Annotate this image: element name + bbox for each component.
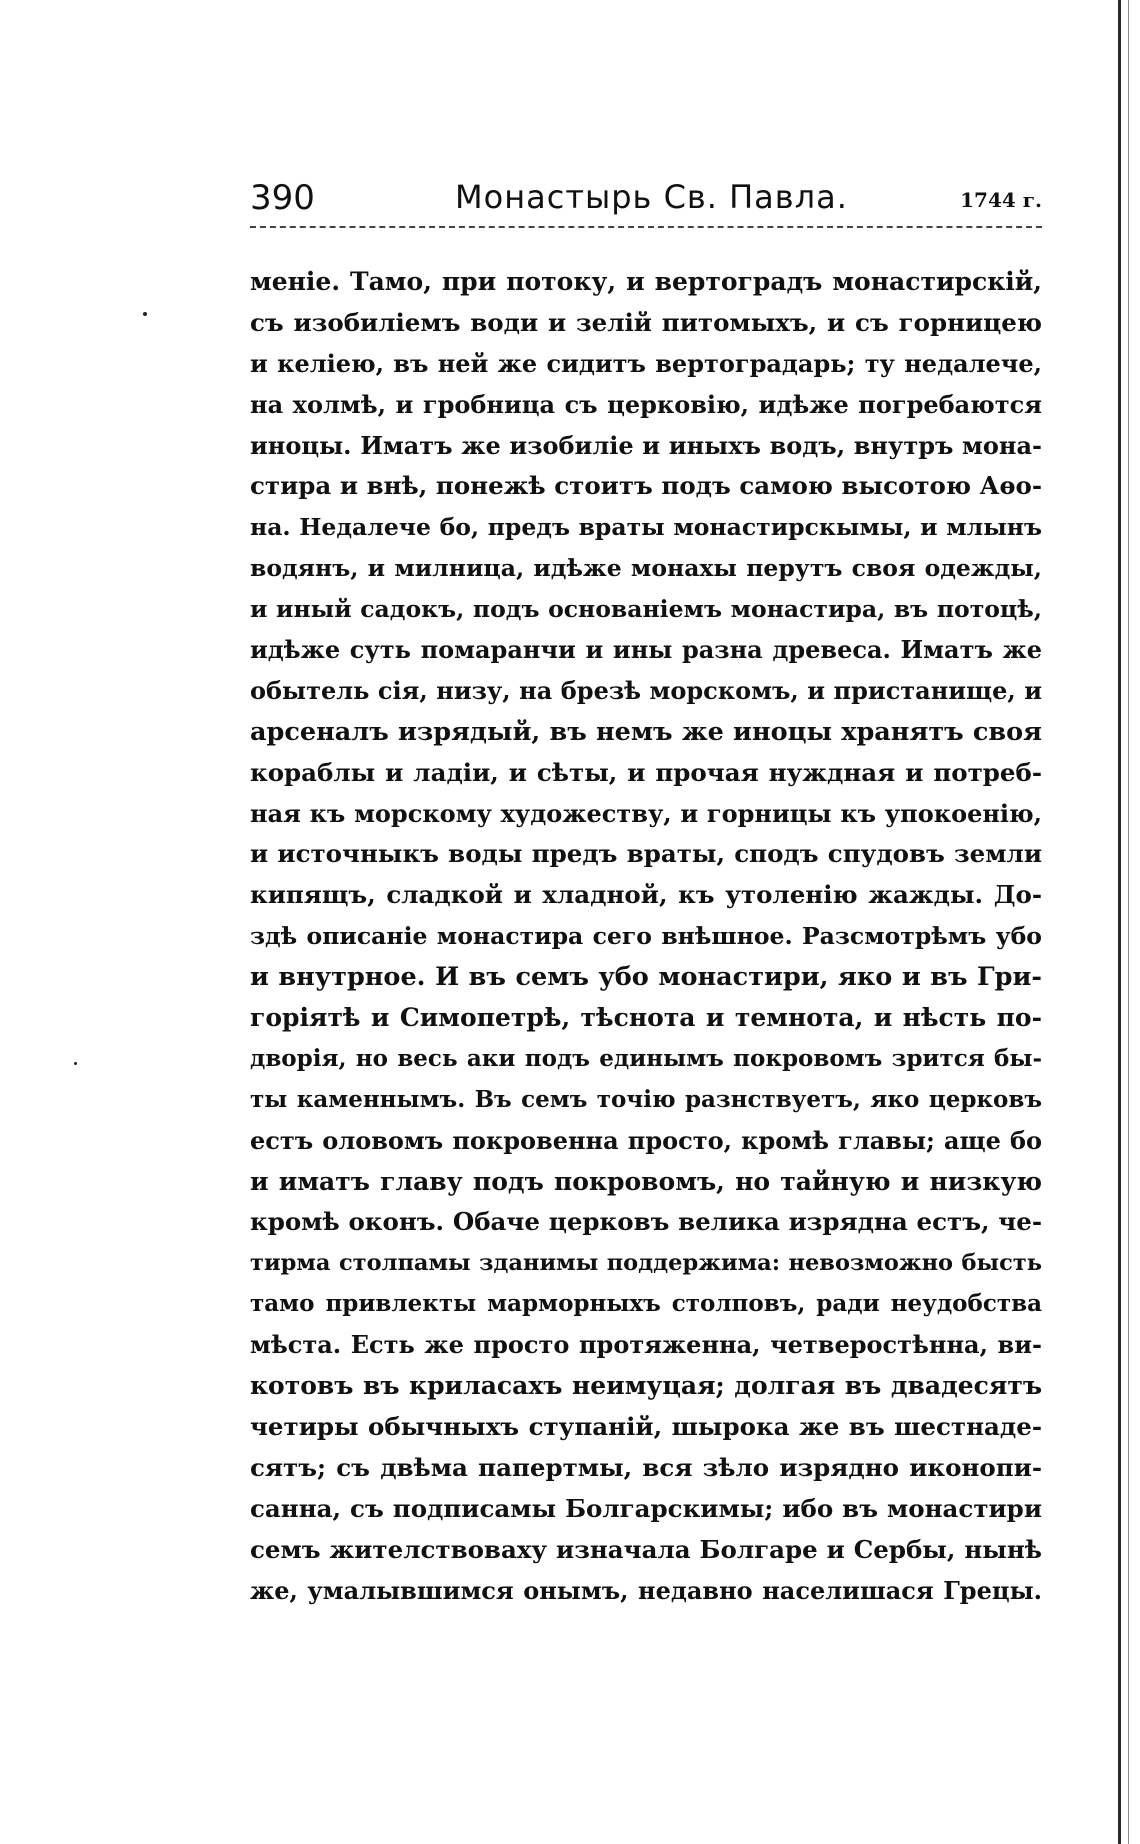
year-marker: 1744 г.	[960, 188, 1042, 212]
page-edge-line	[1118, 0, 1121, 1844]
text-line: и источныкъ воды предъ враты, сподъ спудовъ земли	[250, 839, 1042, 869]
text-line: обытель сія, низу, на брезѣ морскомъ, и пристанище, и	[250, 675, 1042, 705]
page-edge-line-inner	[1128, 0, 1129, 1844]
text-line: ты каменнымъ. Въ семъ точію разнствуетъ, яко церковъ	[250, 1085, 1042, 1113]
text-line: дворія, но весь аки подъ единымъ покровомъ зрится бы-	[250, 1044, 1042, 1072]
page-number: 390	[250, 178, 315, 218]
text-line: горіятѣ и Симопетрѣ, тѣснота и темнота, и нѣсть по-	[250, 1003, 1042, 1033]
text-line: и внутрное. И въ семъ убо монастири, яко и въ Гри-	[250, 962, 1042, 993]
text-line: на. Недалече бо, предъ враты монастирскымы, и млынъ	[250, 513, 1042, 542]
text-line: и иный садокъ, подъ основаніемъ монастира, въ потоцѣ,	[250, 595, 1042, 624]
text-line: сятъ; съ двѣма папертмы, вся зѣло изрядно иконопи-	[250, 1452, 1042, 1482]
text-line: и иматъ главу подъ покровомъ, но тайную и низкую	[250, 1166, 1042, 1196]
text-line: тирма столпамы зданимы поддержима: невозможно бысть	[250, 1250, 1042, 1277]
text-line: стира и внѣ, понежѣ стоитъ подъ самою высотою Аѳо-	[250, 471, 1042, 501]
ink-speck	[74, 1062, 77, 1065]
text-line: кромѣ оконъ. Обаче церковъ велика изрядна естъ, че-	[250, 1207, 1042, 1237]
text-line: кораблы и ладіи, и сѣты, и прочая нуждная и потреб-	[250, 757, 1042, 787]
text-line: кипящъ, сладкой и хладной, къ утоленію жажды. До-	[250, 880, 1042, 910]
running-title: Монастырь Св. Павла.	[455, 178, 848, 216]
text-line: на холмѣ, и гробница съ церковію, идѣже погребаются	[250, 389, 1042, 419]
text-line: естъ оловомъ покровенна просто, кромѣ главы; аще бо	[250, 1125, 1042, 1155]
text-line: арсеналъ изрядый, въ немъ же иноцы хранятъ своя	[250, 716, 1042, 747]
text-line: съ изобиліемъ води и зелій питомыхъ, и съ горницею	[250, 307, 1042, 337]
ink-speck	[143, 312, 147, 316]
text-line: иноцы. Иматъ же изобиліе и иныхъ водъ, внутръ мона-	[250, 430, 1042, 460]
text-line: котовъ въ криласахъ неимуцая; долгая въ двадесятъ	[250, 1371, 1042, 1401]
text-line: здѣ описаніе монастира сего внѣшное. Разсмотрѣмъ убо	[250, 922, 1042, 951]
text-line: водянъ, и милница, идѣже монахы перутъ своя одежды,	[250, 554, 1042, 583]
text-line: и келіею, въ ней же сидитъ вертоградарь; ту недалече,	[250, 348, 1042, 378]
header-rule	[250, 226, 1042, 228]
text-line: же, умалывшимся онымъ, недавно населишася Грецы.	[250, 1575, 1042, 1605]
text-line: семъ жителствоваху изначала Болгаре и Сербы, нынѣ	[250, 1534, 1042, 1564]
text-line: санна, съ подписамы Болгарскимы; ибо въ монастири	[250, 1493, 1042, 1523]
body-text	[250, 262, 1042, 1611]
text-line: тамо привлекты марморныхъ столповъ, ради неудобства	[250, 1290, 1042, 1318]
running-header	[250, 178, 1042, 228]
text-line: идѣже суть помаранчи и ины разна древеса. Иматъ же	[250, 635, 1042, 665]
text-line: четиры обычныхъ ступаній, шырока же въ шестнаде-	[250, 1411, 1042, 1441]
text-line: меніе. Тамо, при потоку, и вертоградъ монастирскій,	[250, 267, 1042, 296]
text-line: ная къ морскому художеству, и горницы къ упокоенію,	[250, 798, 1042, 828]
text-line: мѣста. Есть же просто протяженна, четверостѣнна, ви-	[250, 1330, 1042, 1360]
